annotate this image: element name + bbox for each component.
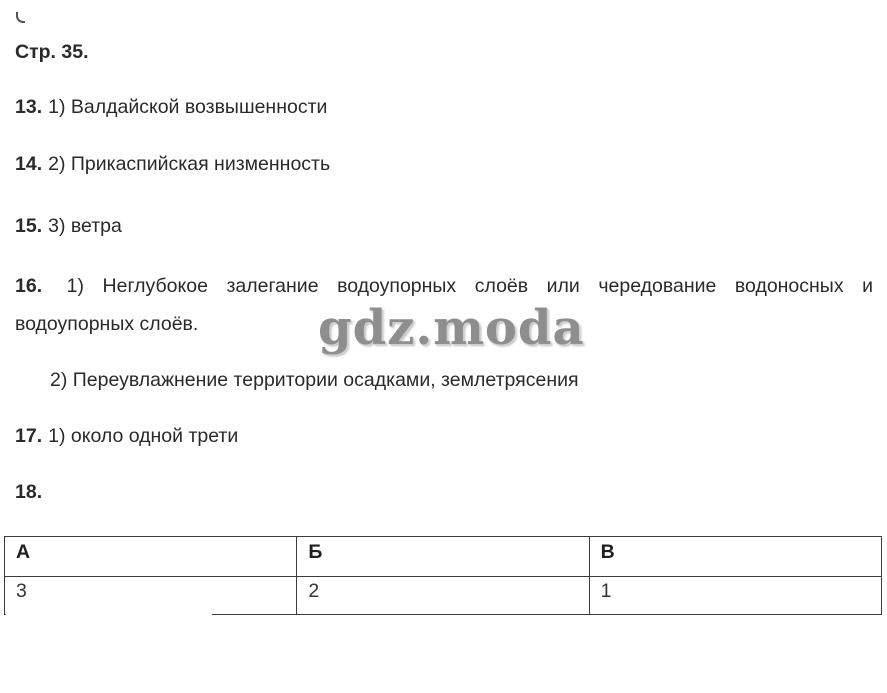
answer-16-part-2: 2) Переувлажнение территории осадками, землетрясения xyxy=(50,369,579,391)
answer-14 xyxy=(15,152,330,176)
answer-number: 16. xyxy=(15,275,43,297)
answer-text: 1) Валдайской возвышенности xyxy=(48,96,328,118)
answer-text: 1) Неглубокое залегание водоупорных слоёв или чередование водоносных и водоупорных слоёв. xyxy=(15,275,873,335)
watermark-logo: gdz.moda xyxy=(318,300,585,356)
answer-number: 15. xyxy=(15,215,43,237)
page-title: Стр. 35. xyxy=(15,41,89,63)
table-header-row xyxy=(5,537,882,577)
table-header-cell: В xyxy=(589,537,881,577)
table-cell: 1 xyxy=(589,577,881,615)
table-cell: 3 xyxy=(5,577,297,615)
table-row xyxy=(5,577,882,615)
table-header-cell: А xyxy=(5,537,297,577)
answer-number: 18. xyxy=(15,481,43,503)
table-border-gap xyxy=(6,612,212,616)
corner-mark xyxy=(16,12,25,23)
answer-13 xyxy=(15,95,327,119)
answer-number: 13. xyxy=(15,96,43,118)
answer-15 xyxy=(15,214,122,238)
table-cell: 2 xyxy=(297,577,589,615)
answer-text: 1) около одной трети xyxy=(48,425,239,447)
answer-number: 17. xyxy=(15,425,43,447)
table-header-cell: Б xyxy=(297,537,589,577)
answer-text: 2) Прикаспийская низменность xyxy=(48,153,331,175)
answer-number: 14. xyxy=(15,153,43,175)
answer-16 xyxy=(15,267,873,343)
answer-text: 3) ветра xyxy=(48,215,122,237)
answer-table xyxy=(4,536,882,615)
answer-17 xyxy=(15,424,238,448)
answer-18 xyxy=(15,480,48,504)
